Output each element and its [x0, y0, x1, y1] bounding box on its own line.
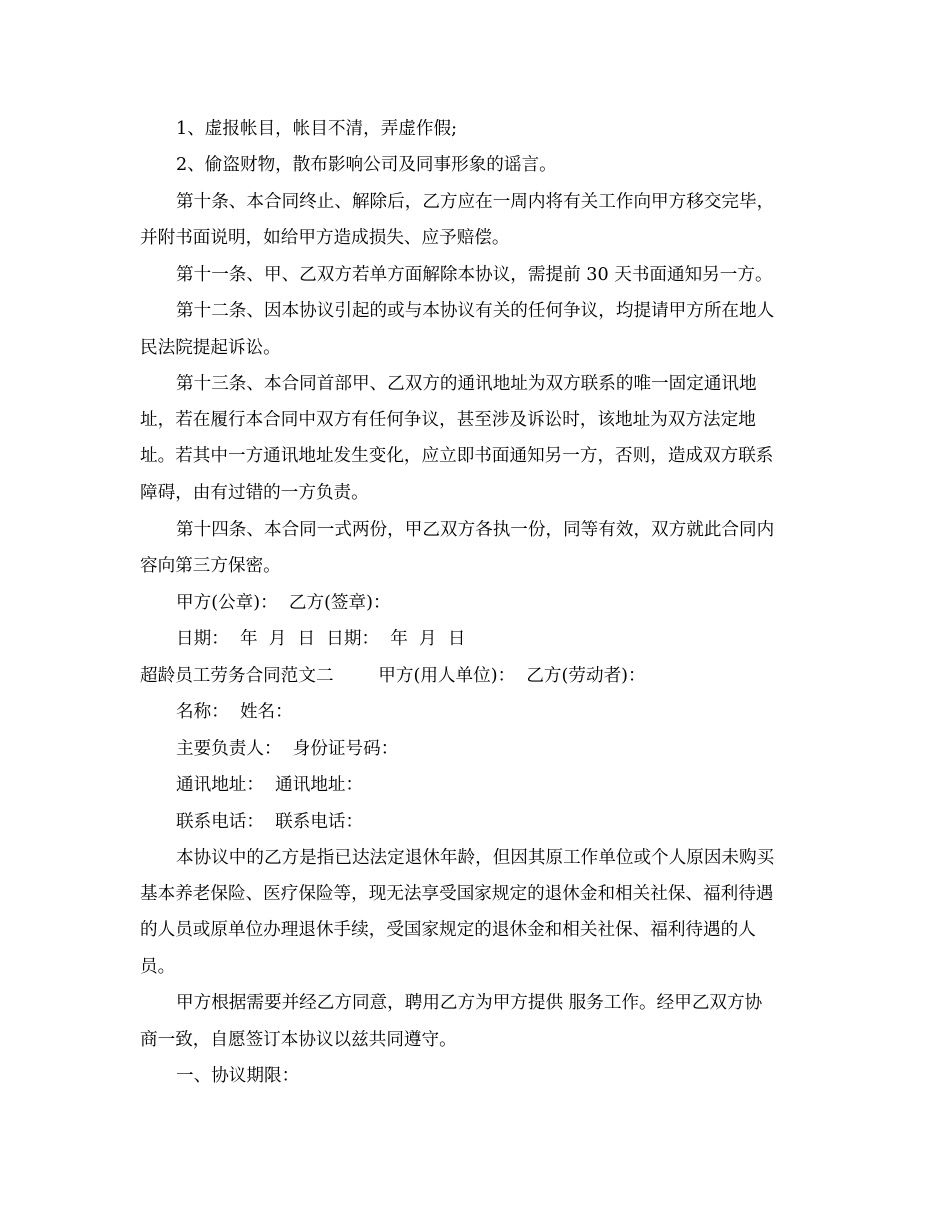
- text-line: 甲方根据需要并经乙方同意，聘用乙方为甲方提供 服务工作。经甲乙双方协: [176, 993, 763, 1013]
- text-line: 址。若其中一方通讯地址发生变化，应立即书面通知另一方，否则，造成双方联系: [140, 446, 774, 466]
- text-line: 商一致，自愿签订本协议以兹共同遵守。: [140, 1030, 457, 1050]
- section-heading: 一、协议期限：: [176, 1066, 300, 1086]
- text-line: 第十条、本合同终止、解除后，乙方应在一周内将有关工作向甲方移交完毕，: [176, 192, 775, 212]
- text-line: 第十一条、甲、乙双方若单方面解除本协议，需提前 30 天书面通知另一方。: [176, 265, 773, 285]
- section-title-line: 超龄员工劳务合同范文二 甲方(用人单位)： 乙方(劳动者)：: [140, 666, 646, 686]
- text-line: 民法院提起诉讼。: [140, 338, 281, 358]
- text-line: 基本养老保险、医疗保险等，现无法享受国家规定的退休金和相关社保、福利待遇: [140, 884, 774, 904]
- text-line: 第十二条、因本协议引起的或与本协议有关的任何争议，均提请甲方所在地人: [176, 301, 775, 321]
- text-line: 1、虚报帐目，帐目不清，弄虚作假;: [176, 119, 458, 139]
- signature-line: 甲方(公章)： 乙方(签章)：: [176, 593, 391, 613]
- text-line: 容向第三方保密。: [140, 556, 281, 576]
- text-line: 第十三条、本合同首部甲、乙双方的通讯地址为双方联系的唯一固定通讯地: [176, 374, 757, 394]
- field-line: 主要负责人： 身份证号码：: [176, 739, 399, 759]
- date-line: 日期： 年 月 日 日期： 年 月 日: [176, 629, 466, 649]
- text-line: 的人员或原单位办理退休手续，受国家规定的退休金和相关社保、福利待遇的人: [140, 920, 756, 940]
- text-line: 员。: [140, 957, 176, 977]
- field-line: 通讯地址： 通讯地址：: [176, 775, 364, 795]
- text-line: 第十四条、本合同一式两份，甲乙双方各执一份，同等有效，双方就此合同内: [176, 520, 775, 540]
- text-line: 址，若在履行本合同中双方有任何争议，甚至涉及诉讼时，该地址为双方法定地: [140, 410, 756, 430]
- text-line: 2、偷盗财物，散布影响公司及同事形象的谣言。: [176, 155, 557, 175]
- text-line: 并附书面说明，如给甲方造成损失、应予赔偿。: [140, 228, 510, 248]
- text-line: 本协议中的乙方是指已达法定退休年龄，但因其原工作单位或个人原因未购买: [176, 848, 775, 868]
- text-line: 障碍，由有过错的一方负责。: [140, 483, 369, 503]
- field-line: 联系电话： 联系电话：: [176, 812, 364, 832]
- field-line: 名称： 姓名：: [176, 702, 293, 722]
